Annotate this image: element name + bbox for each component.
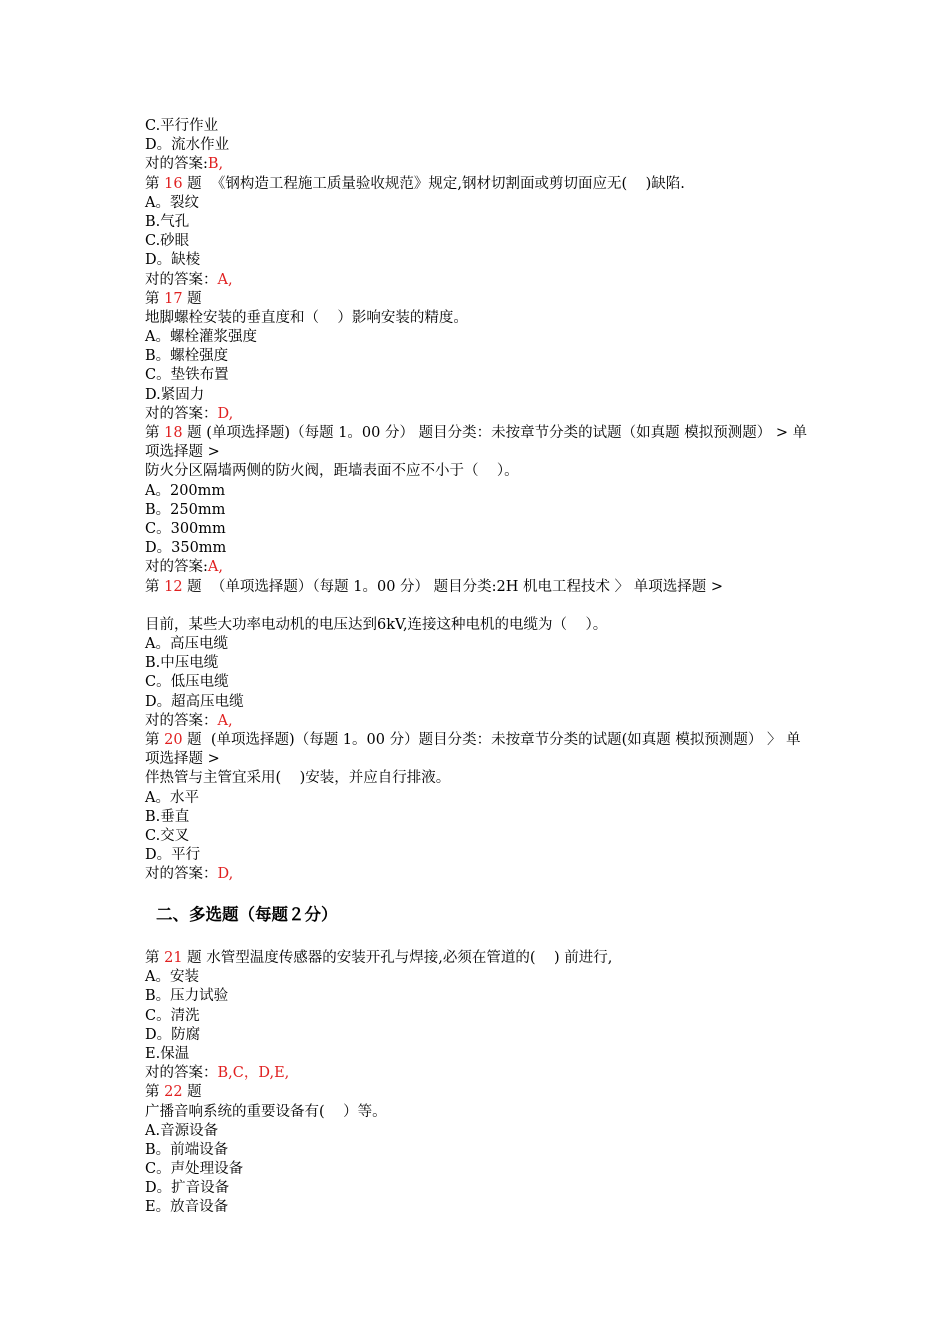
answer-label: 对的答案:: [145, 156, 208, 173]
option-line: D。缺棱: [145, 252, 201, 269]
option-line: A.音源设备: [145, 1122, 219, 1139]
question-header: 第 17 题: [145, 290, 202, 307]
option-line: B。螺栓强度: [145, 348, 229, 365]
question-header: 第 16 题 《钢构造工程施工质量验收规范》规定,钢材切割面或剪切面应无( )缺陷.: [145, 175, 685, 192]
option-line: C.砂眼: [145, 233, 190, 250]
option-line: D。流水作业: [145, 137, 230, 154]
answer-label: 对的答案：: [145, 405, 218, 422]
answer-line: [145, 558, 810, 577]
document-body-part2: [145, 949, 810, 1218]
question-stem: 伴热管与主管宜采用( )安装，并应自行排液。: [145, 770, 451, 787]
option-line: C。清洗: [145, 1007, 200, 1024]
answer-value: A,: [217, 712, 233, 729]
option-line: D。平行: [145, 847, 201, 864]
option-line: C。低压电缆: [145, 674, 229, 691]
option-line: C。300mm: [145, 520, 226, 537]
question-number: 20: [164, 732, 183, 749]
option-line: B。前端设备: [145, 1141, 229, 1158]
answer-label: 对的答案：: [145, 1065, 218, 1082]
option-line: E.保温: [145, 1045, 190, 1062]
option-line: A。高压电缆: [145, 636, 228, 653]
answer-label: 对的答案：: [145, 271, 218, 288]
option-line: A。200mm: [145, 482, 226, 499]
question-number: 18: [164, 425, 183, 441]
option-line: A。裂纹: [145, 194, 199, 211]
question-number: 16: [164, 175, 183, 192]
option-line: D。防腐: [145, 1026, 201, 1043]
option-line: B.垂直: [145, 808, 190, 825]
question-stem: 广播音响系统的重要设备有( ）等。: [145, 1103, 387, 1120]
option-line: E。放音设备: [145, 1199, 229, 1216]
answer-line: [145, 712, 810, 731]
question-header: 第 18 题 (单项选择题)（每题 1。00 分） 题目分类：未按章节分类的试题（如真题 模拟预测题） > 单项选择题 >: [145, 425, 808, 461]
option-line: C。垫铁布置: [145, 367, 229, 384]
question-number: 21: [164, 950, 183, 966]
option-line: A。水平: [145, 789, 199, 806]
question-header: 第 22 题: [145, 1084, 202, 1101]
document-body-part1: [145, 117, 810, 885]
answer-value: B,C，D,E,: [217, 1065, 290, 1082]
question-header: 第 20 题 (单项选择题)（每题 1。00 分）题目分类：未按章节分类的试题(如真题 模拟预测题） 〉 单项选择题 >: [145, 732, 801, 768]
answer-value: A,: [207, 559, 223, 576]
question-stem: 地脚螺栓安装的垂直度和（ ）影响安装的精度。: [145, 309, 468, 326]
answer-label: 对的答案:: [145, 559, 208, 576]
question-header: 第 12 题 （单项选择题）（每题 1。00 分） 题目分类:2H 机电工程技术 〉 单项选择题 >: [145, 578, 723, 595]
option-line: B。250mm: [145, 501, 226, 518]
option-line: C。声处理设备: [145, 1161, 244, 1178]
option-line: D.紧固力: [145, 386, 205, 403]
answer-label: 对的答案：: [145, 866, 218, 883]
question-number: 22: [164, 1084, 183, 1101]
answer-line: [145, 1064, 810, 1083]
answer-value: D,: [217, 405, 234, 422]
answer-value: B,: [207, 156, 224, 173]
option-line: B.气孔: [145, 213, 190, 230]
question-number: 17: [164, 290, 183, 307]
option-line: D。超高压电缆: [145, 693, 244, 710]
answer-line: [145, 405, 810, 424]
option-line: A。螺栓灌浆强度: [145, 329, 257, 346]
question-stem: 目前，某些大功率电动机的电压达到6kV,连接这种电机的电缆为（ ）。: [145, 616, 608, 633]
answer-value: A,: [217, 271, 233, 288]
answer-line: [145, 271, 810, 290]
answer-value: D,: [217, 866, 234, 883]
option-line: B。压力试验: [145, 988, 229, 1005]
question-number: 12: [164, 578, 183, 595]
answer-label: 对的答案：: [145, 712, 218, 729]
option-line: C.平行作业: [145, 118, 219, 134]
question-stem: 防火分区隔墙两侧的防火阀，距墙表面不应不小于（ ）。: [145, 463, 519, 480]
option-line: D。350mm: [145, 540, 227, 557]
option-line: A。安装: [145, 969, 199, 986]
option-line: D。扩音设备: [145, 1180, 230, 1197]
section-heading: 二、多选题（每题２分）: [156, 905, 338, 924]
option-line: B.中压电缆: [145, 655, 219, 672]
option-line: C.交叉: [145, 827, 190, 844]
question-header: 第 21 题 水管型温度传感器的安装开孔与焊接,必须在管道的( ) 前进行,: [145, 950, 613, 966]
answer-line: [145, 865, 810, 884]
answer-line: [145, 155, 810, 174]
